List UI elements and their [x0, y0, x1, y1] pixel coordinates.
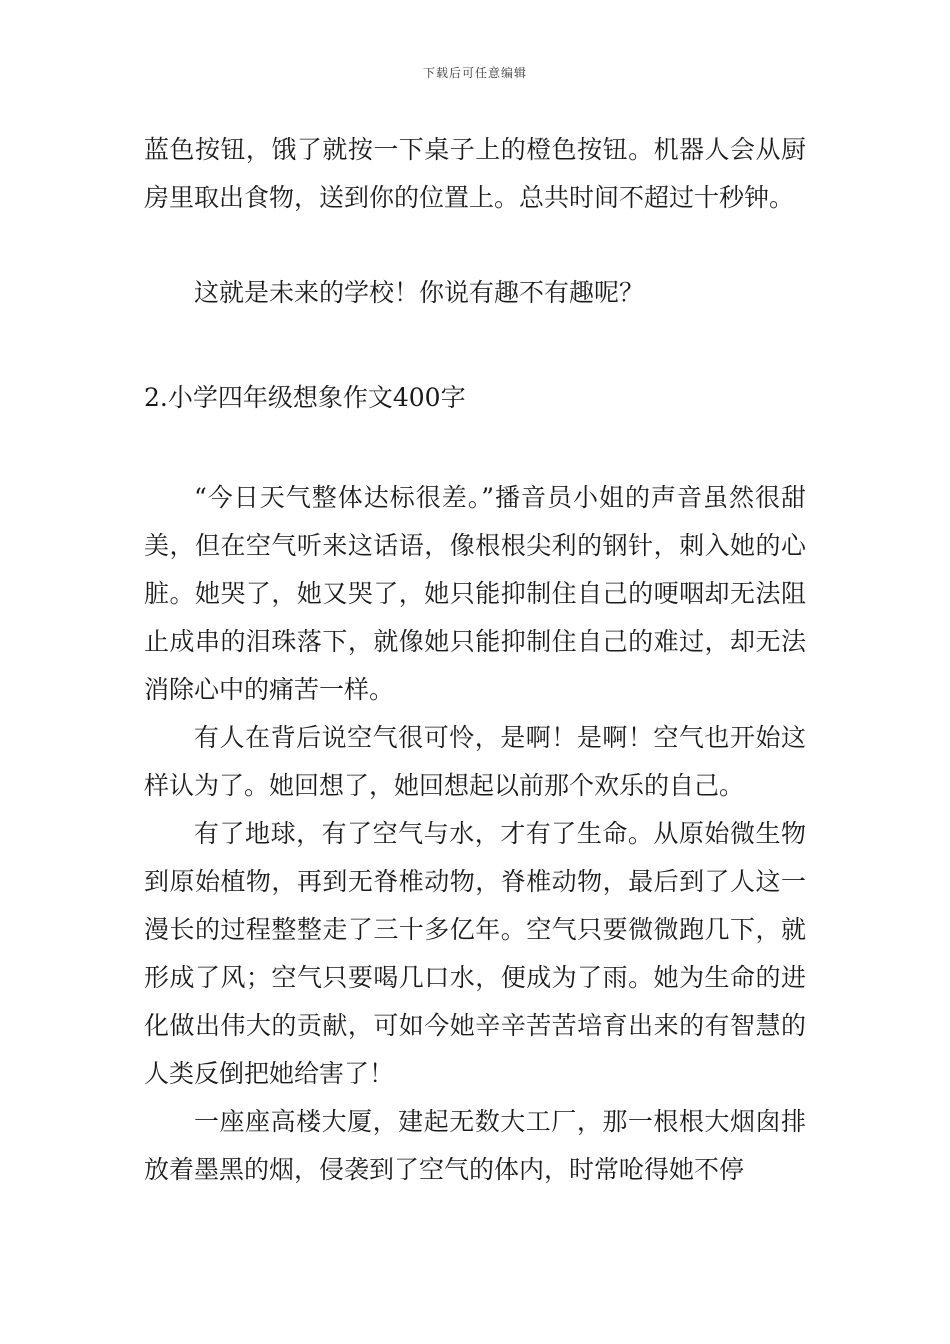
paragraph-6: 一座座高楼大厦，建起无数大工厂，那一根根大烟囱排放着墨黑的烟，侵袭到了空气的体内，时常呛得她不停: [144, 1107, 806, 1184]
paragraph-4: 有人在背后说空气很可怜，是啊！是啊！空气也开始这样认为了。她回想了，她回想起以前那个欢乐的自己。: [144, 723, 806, 800]
paragraph-block-1: [144, 126, 806, 222]
paragraph-3: “今日天气整体达标很差。”播音员小姐的声音虽然很甜美，但在空气听来这话语，像根根尖利的钢针，刺入她的心脏。她哭了，她又哭了，她只能抑制住自己的哽咽却无法阻止成串的泪珠落下，就像她只能抑制住自己的难过，却无法消除心中的痛苦一样。: [144, 483, 806, 704]
section-heading: [144, 374, 806, 422]
paragraph-5: 有了地球，有了空气与水，才有了生命。从原始微生物到原始植物，再到无脊椎动物，脊椎动物，最后到了人这一漫长的过程整整走了三十多亿年。空气只要微微跑几下，就形成了风；空气只要喝几口水，便成为了雨。她为生命的进化做出伟大的贡献，可如今她辛辛苦苦培育出来的有智慧的人类反倒把她给害了！: [144, 819, 806, 1088]
section-title: 2.小学四年级想象作文400字: [144, 383, 466, 412]
essay-body: [144, 474, 806, 1194]
paragraph-block-2: [144, 269, 806, 317]
paragraph-2: 这就是未来的学校！你说有趣不有趣呢？: [194, 278, 645, 307]
paragraph-1: 蓝色按钮，饿了就按一下桌子上的橙色按钮。机器人会从厨房里取出食物，送到你的位置上。总共时间不超过十秒钟。: [144, 135, 806, 212]
page-header-note: 下载后可任意编辑: [422, 66, 527, 80]
